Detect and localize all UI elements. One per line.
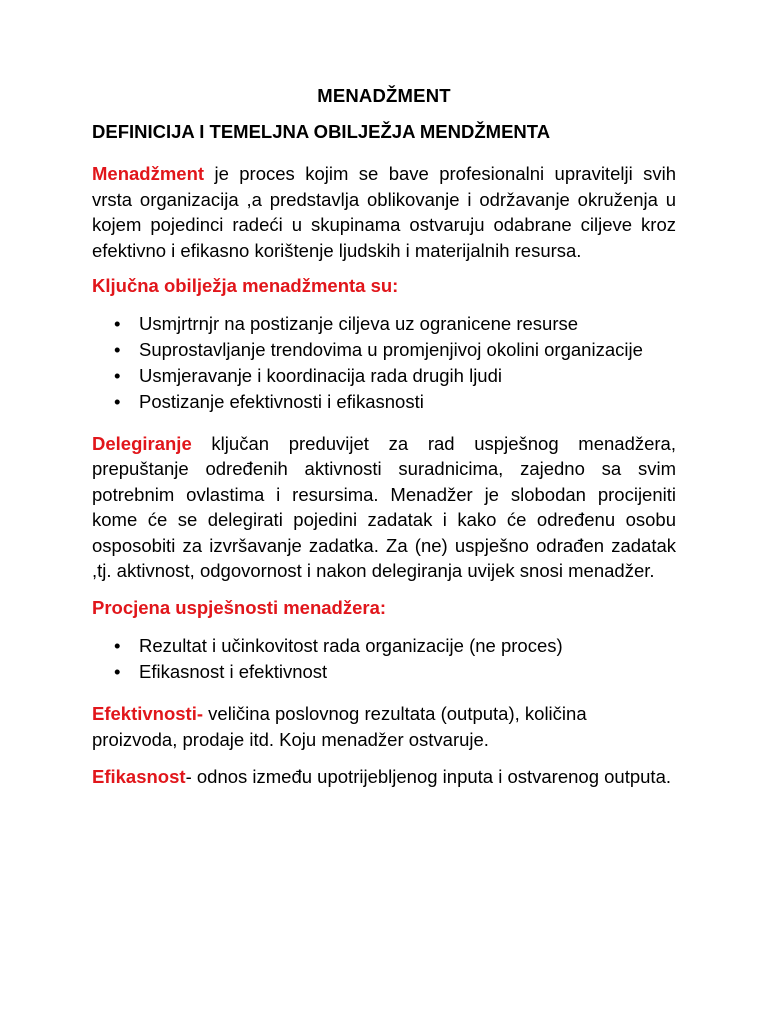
delegation-term: Delegiranje	[92, 433, 192, 454]
bullet-icon: •	[114, 365, 121, 386]
effectiveness-term: Efektivnosti-	[92, 703, 204, 725]
bullet-icon: •	[114, 339, 121, 360]
list-item	[114, 365, 676, 387]
evaluation-list	[92, 635, 676, 683]
list-item	[114, 313, 676, 335]
bullet-icon: •	[114, 313, 121, 334]
document-subtitle: DEFINICIJA I TEMELJNA OBILJEŽJA MENDŽMENTA	[92, 121, 551, 142]
list-item	[114, 661, 676, 683]
intro-paragraph	[92, 161, 676, 263]
key-features-list	[92, 313, 676, 413]
delegation-text: ključan preduvijet za rad uspješnog menadžera, prepuštanje određenih aktivnosti suradnicima, zajedno sa svim potrebnim ovlastima i resursima. Menadžer je slobodan procijeniti kome će se delegirati pojedini zadatak i kako će određenu osobu osposobiti za izvršavanje zadatka. Za (ne) uspješno odrađen zadatak ,tj. aktivnost, odgovornost i nakon delegiranja uvijek snosi menadžer.	[92, 433, 676, 582]
list-item-text: Usmjeravanje i koordinacija rada drugih ljudi	[139, 365, 502, 386]
document-title: MENADŽMENT	[317, 85, 451, 106]
delegation-paragraph	[92, 431, 676, 583]
list-item	[114, 635, 676, 657]
intro-text: je proces kojim se bave profesionalni upravitelji svih vrsta organizacija ,a predstavlja oblikovanje i održavanje okruženja u kojem pojedinci radeći u skupinama ostvaruju odabrane ciljeve kroz efektivno i efikasno korištenje ljudskih i materijalnih resursa.	[92, 163, 676, 261]
efficiency-paragraph	[92, 764, 676, 790]
bullet-icon: •	[114, 391, 121, 412]
key-features-heading: Ključna obilježja menadžmenta su:	[92, 275, 399, 296]
list-item-text: Usmjrtrnjr na postizanje ciljeva uz ogranicene resurse	[139, 313, 579, 334]
list-item	[114, 391, 676, 413]
efficiency-text: - odnos između upotrijebljenog inputa i ostvarenog outputa.	[185, 766, 671, 788]
list-item	[114, 339, 676, 361]
effectiveness-paragraph	[92, 701, 676, 752]
list-item-text: Suprostavljanje trendovima u promjenjivoj okolini organizacije	[139, 339, 643, 360]
bullet-icon: •	[114, 635, 121, 657]
bullet-icon: •	[114, 661, 121, 683]
evaluation-heading: Procjena uspješnosti menadžera:	[92, 597, 387, 619]
effectiveness-text: veličina poslovnog rezultata (outputa), količina proizvoda, prodaje itd. Koju menadžer ostvaruje.	[92, 703, 587, 750]
list-item-text: Rezultat i učinkovitost rada organizacije (ne proces)	[139, 635, 563, 657]
list-item-text: Efikasnost i efektivnost	[139, 661, 328, 683]
efficiency-term: Efikasnost	[92, 766, 186, 788]
intro-term: Menadžment	[92, 163, 205, 184]
list-item-text: Postizanje efektivnosti i efikasnosti	[139, 391, 424, 412]
